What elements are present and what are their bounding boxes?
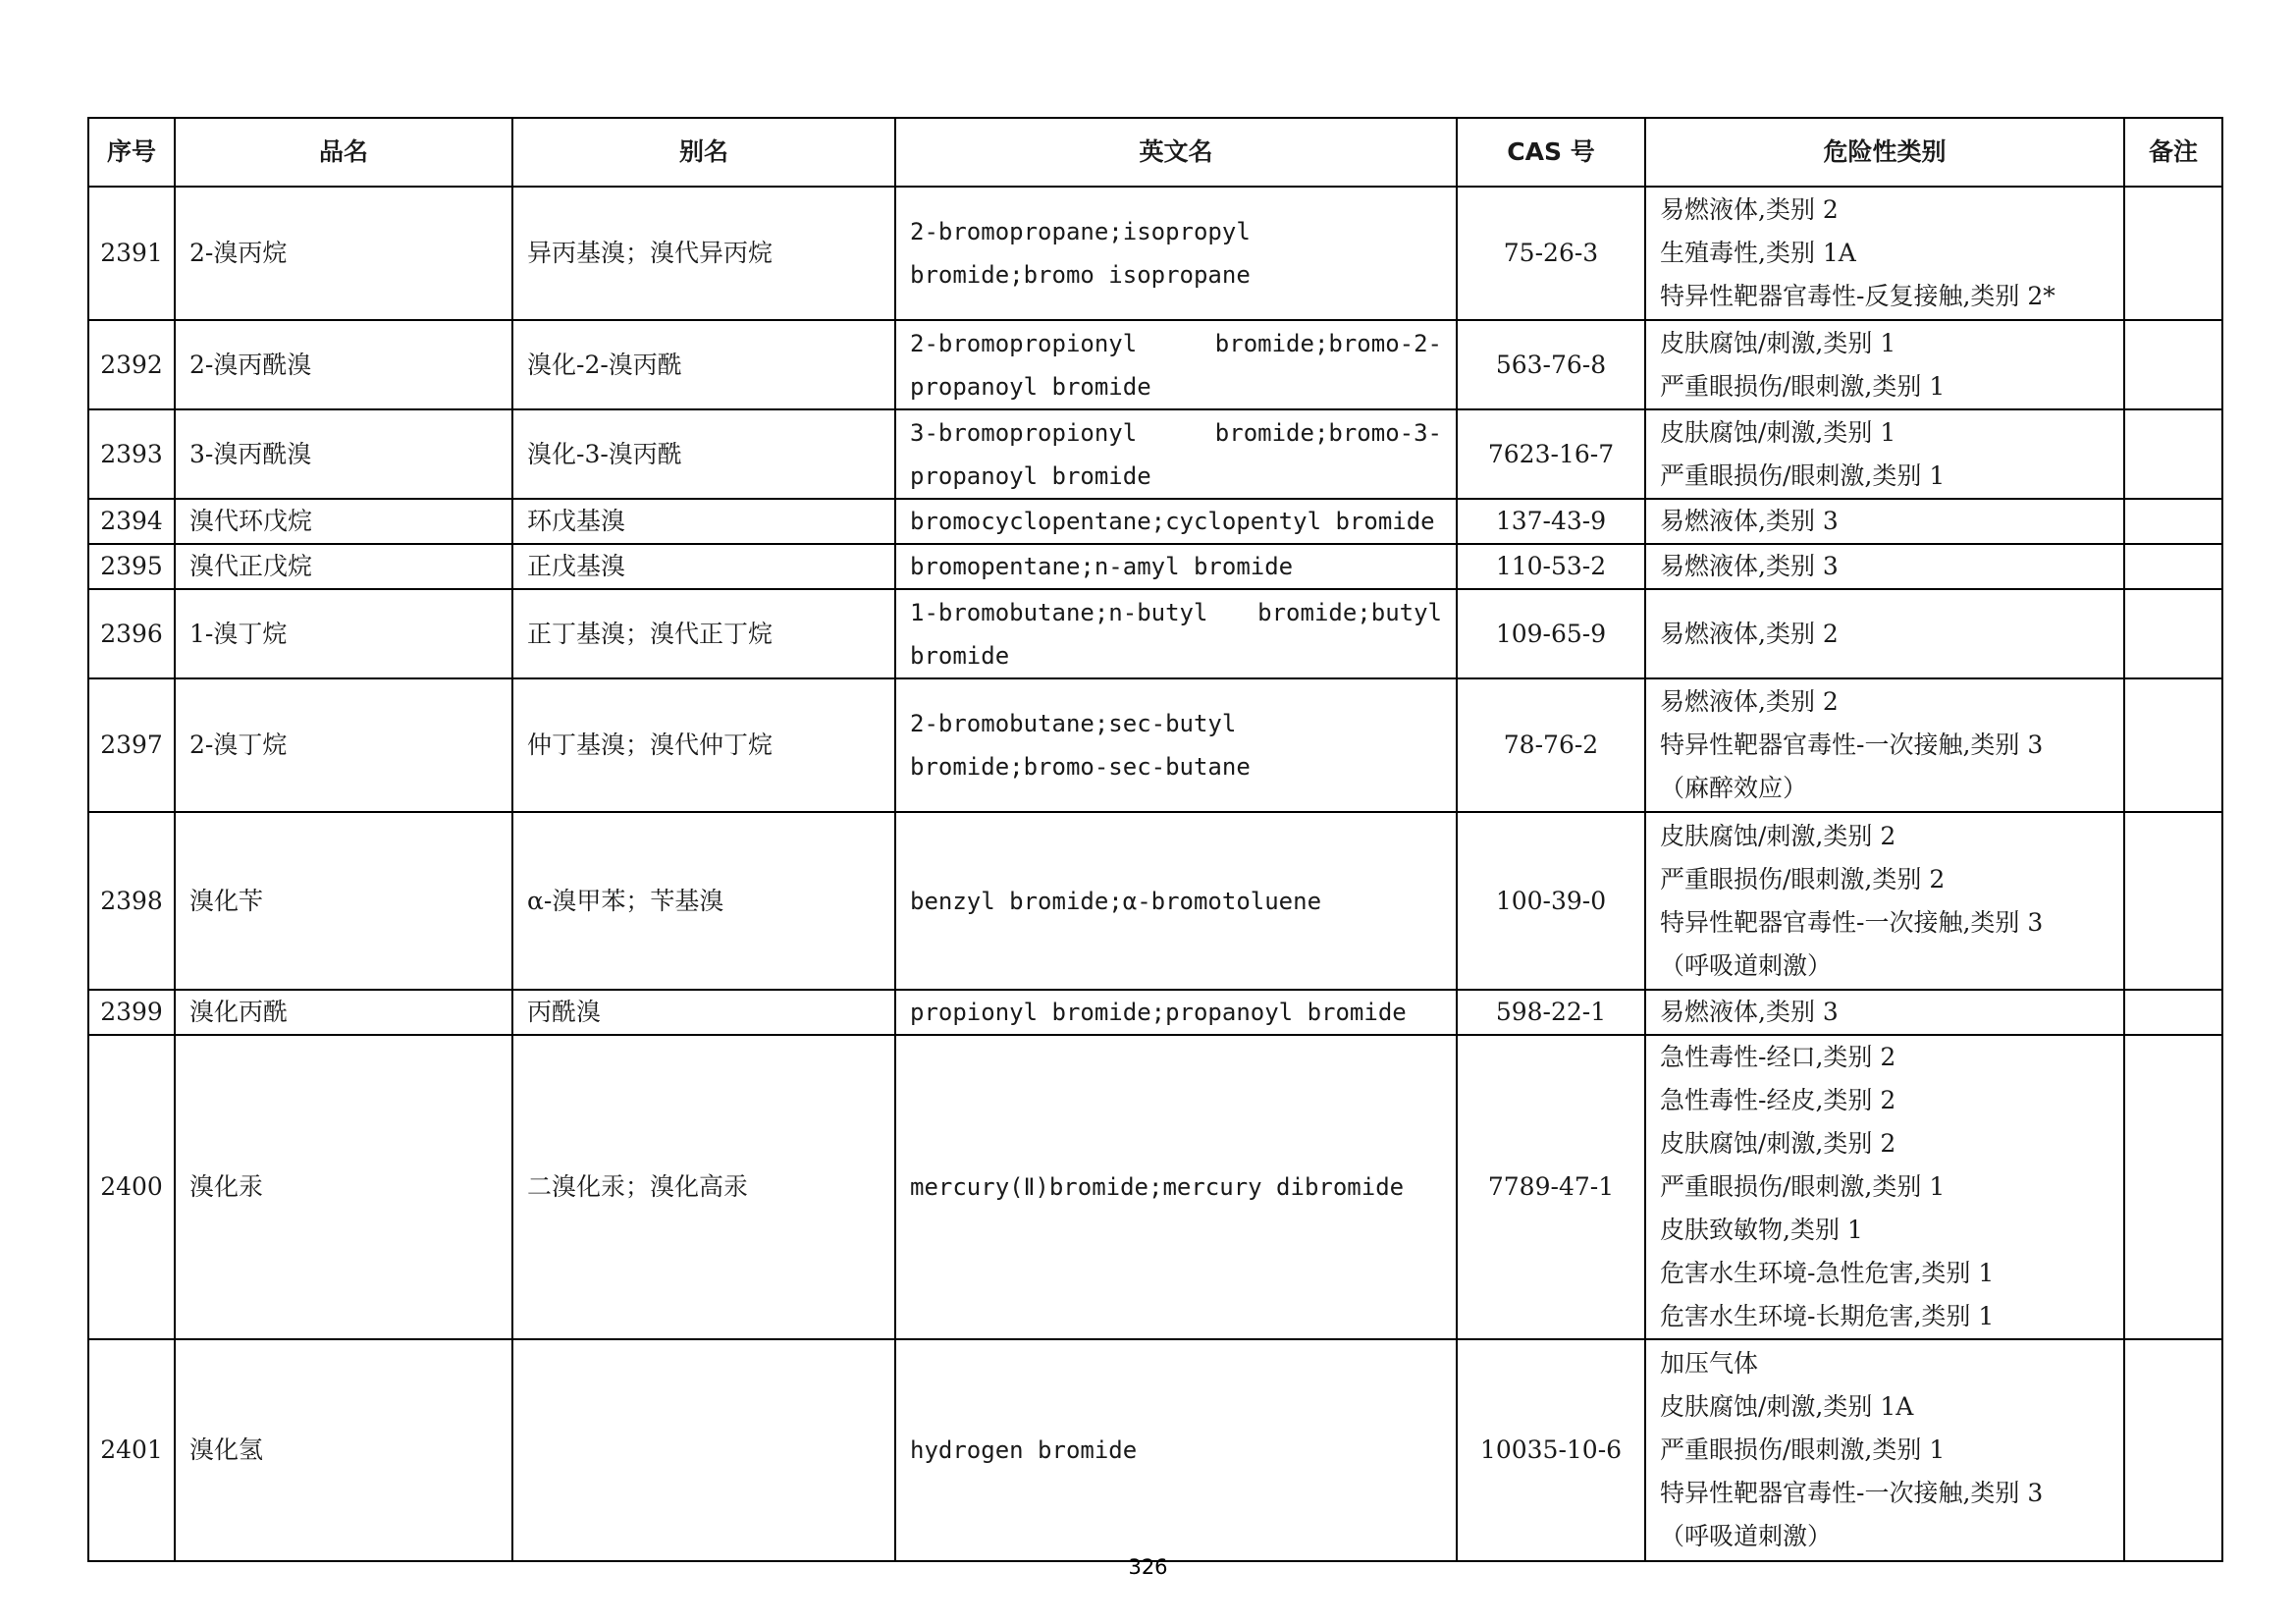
page-number: 326: [1128, 1555, 1168, 1579]
cell-name: 溴化苄: [175, 812, 512, 990]
cell-note: [2124, 990, 2222, 1035]
hazard-line: 皮肤腐蚀/刺激,类别 1: [1660, 328, 1896, 357]
header-hazard-category: 危险性类别: [1645, 118, 2124, 187]
hazard-line: 皮肤腐蚀/刺激,类别 1: [1660, 417, 1896, 447]
cell-name: 2-溴丙烷: [175, 187, 512, 320]
cell-alias: 正戊基溴: [512, 544, 895, 589]
cell-cas: 109-65-9: [1457, 589, 1645, 678]
cell-english-name: 2-bromopropane;isopropyl bromide;bromo isopropane: [895, 187, 1457, 320]
hazard-line: 加压气体: [1660, 1349, 1759, 1378]
cell-name: 溴化汞: [175, 1035, 512, 1339]
table-body: [88, 187, 2222, 1561]
cell-name: 2-溴丁烷: [175, 678, 512, 812]
cell-hazard-category: [1645, 544, 2124, 589]
cell-note: [2124, 320, 2222, 409]
cell-alias: 溴化-2-溴丙酰: [512, 320, 895, 409]
table-row: [88, 499, 2222, 544]
table-row: [88, 187, 2222, 320]
cell-name: 溴化丙酰: [175, 990, 512, 1035]
hazard-line: 严重眼损伤/眼刺激,类别 1: [1660, 1435, 1946, 1464]
cell-english-name: mercury(Ⅱ)bromide;mercury dibromide: [895, 1035, 1457, 1339]
cell-hazard-category: [1645, 678, 2124, 812]
table-row: [88, 1339, 2222, 1561]
table-row: [88, 589, 2222, 678]
hazard-line: 皮肤腐蚀/刺激,类别 2: [1660, 821, 1896, 850]
cell-cas: 598-22-1: [1457, 990, 1645, 1035]
cell-cas: 137-43-9: [1457, 499, 1645, 544]
cell-english-name: hydrogen bromide: [895, 1339, 1457, 1561]
hazard-line: 易燃液体,类别 3: [1660, 552, 1839, 580]
cell-note: [2124, 678, 2222, 812]
header-english-name: 英文名: [895, 118, 1457, 187]
hazard-line: 特异性靶器官毒性-一次接触,类别 3: [1660, 1479, 2044, 1507]
header-seq: 序号: [88, 118, 175, 187]
cell-english-name: propionyl bromide;propanoyl bromide: [895, 990, 1457, 1035]
cell-alias: 二溴化汞；溴化高汞: [512, 1035, 895, 1339]
cell-cas: 78-76-2: [1457, 678, 1645, 812]
table-row: [88, 812, 2222, 990]
table-row: [88, 990, 2222, 1035]
cell-seq: 2395: [88, 544, 175, 589]
cell-hazard-category: [1645, 589, 2124, 678]
hazard-line: 皮肤腐蚀/刺激,类别 1A: [1660, 1392, 1914, 1421]
hazard-line: 严重眼损伤/眼刺激,类别 1: [1660, 371, 1946, 401]
header-cas: CAS 号: [1457, 118, 1645, 187]
cell-seq: 2391: [88, 187, 175, 320]
cell-cas: 110-53-2: [1457, 544, 1645, 589]
cell-cas: 7789-47-1: [1457, 1035, 1645, 1339]
cell-hazard-category: [1645, 990, 2124, 1035]
table-row: [88, 1035, 2222, 1339]
header-alias: 别名: [512, 118, 895, 187]
cell-name: 溴化氢: [175, 1339, 512, 1561]
hazard-line: 严重眼损伤/眼刺激,类别 1: [1660, 1172, 1946, 1201]
cell-name: 溴代环戊烷: [175, 499, 512, 544]
cell-alias: [512, 1339, 895, 1561]
cell-english-name: 1-bromobutane;n-butyl bromide;butyl bromide: [895, 589, 1457, 678]
cell-note: [2124, 409, 2222, 499]
cell-english-name: bromopentane;n-amyl bromide: [895, 544, 1457, 589]
table-row: [88, 409, 2222, 499]
table-row: [88, 320, 2222, 409]
hazard-line: （麻醉效应）: [1660, 774, 1808, 802]
cell-alias: 溴化-3-溴丙酰: [512, 409, 895, 499]
cell-seq: 2401: [88, 1339, 175, 1561]
cell-alias: 环戊基溴: [512, 499, 895, 544]
cell-english-name: 2-bromopropionyl bromide;bromo-2-propanoyl bromide: [895, 320, 1457, 409]
cell-cas: 563-76-8: [1457, 320, 1645, 409]
cell-cas: 100-39-0: [1457, 812, 1645, 990]
cell-english-name: 2-bromobutane;sec-butyl bromide;bromo-sec-butane: [895, 678, 1457, 812]
hazard-line: 生殖毒性,类别 1A: [1660, 239, 1856, 267]
cell-hazard-category: [1645, 409, 2124, 499]
cell-alias: 仲丁基溴；溴代仲丁烷: [512, 678, 895, 812]
cell-seq: 2397: [88, 678, 175, 812]
cell-name: 溴代正戊烷: [175, 544, 512, 589]
hazard-line: 易燃液体,类别 3: [1660, 998, 1839, 1026]
cell-note: [2124, 544, 2222, 589]
hazard-line: 皮肤腐蚀/刺激,类别 2: [1660, 1129, 1896, 1158]
hazardous-chemicals-table: [87, 117, 2223, 1562]
cell-alias: 丙酰溴: [512, 990, 895, 1035]
cell-note: [2124, 187, 2222, 320]
cell-hazard-category: [1645, 499, 2124, 544]
cell-hazard-category: [1645, 1035, 2124, 1339]
cell-note: [2124, 1339, 2222, 1561]
cell-english-name: bromocyclopentane;cyclopentyl bromide: [895, 499, 1457, 544]
cell-cas: 10035-10-6: [1457, 1339, 1645, 1561]
cell-note: [2124, 812, 2222, 990]
cell-english-name: benzyl bromide;α-bromotoluene: [895, 812, 1457, 990]
header-note: 备注: [2124, 118, 2222, 187]
cell-seq: 2400: [88, 1035, 175, 1339]
cell-alias: 异丙基溴；溴代异丙烷: [512, 187, 895, 320]
hazard-line: 危害水生环境-长期危害,类别 1: [1660, 1302, 1995, 1330]
hazard-line: 易燃液体,类别 2: [1660, 687, 1839, 716]
cell-hazard-category: [1645, 1339, 2124, 1561]
hazard-line: 特异性靶器官毒性-一次接触,类别 3: [1660, 731, 2044, 759]
cell-hazard-category: [1645, 320, 2124, 409]
hazard-line: 易燃液体,类别 2: [1660, 195, 1839, 224]
cell-note: [2124, 1035, 2222, 1339]
hazard-line: 急性毒性-经口,类别 2: [1660, 1043, 1896, 1071]
cell-seq: 2393: [88, 409, 175, 499]
cell-hazard-category: [1645, 812, 2124, 990]
hazard-line: 特异性靶器官毒性-一次接触,类别 3: [1660, 907, 2044, 937]
cell-note: [2124, 499, 2222, 544]
hazard-line: 危害水生环境-急性危害,类别 1: [1660, 1259, 1995, 1287]
hazard-line: （呼吸道刺激）: [1660, 950, 1833, 980]
hazard-line: 易燃液体,类别 3: [1660, 507, 1839, 535]
cell-seq: 2398: [88, 812, 175, 990]
table-row: [88, 544, 2222, 589]
cell-name: 3-溴丙酰溴: [175, 409, 512, 499]
cell-seq: 2392: [88, 320, 175, 409]
hazard-line: 皮肤致敏物,类别 1: [1660, 1216, 1863, 1244]
cell-seq: 2394: [88, 499, 175, 544]
cell-cas: 7623-16-7: [1457, 409, 1645, 499]
cell-seq: 2399: [88, 990, 175, 1035]
cell-name: 2-溴丙酰溴: [175, 320, 512, 409]
header-name: 品名: [175, 118, 512, 187]
table-row: [88, 678, 2222, 812]
cell-note: [2124, 589, 2222, 678]
table-header: [88, 118, 2222, 187]
cell-english-name: 3-bromopropionyl bromide;bromo-3-propanoyl bromide: [895, 409, 1457, 499]
cell-alias: 正丁基溴；溴代正丁烷: [512, 589, 895, 678]
cell-name: 1-溴丁烷: [175, 589, 512, 678]
hazard-line: 特异性靶器官毒性-反复接触,类别 2*: [1660, 282, 2056, 310]
cell-hazard-category: [1645, 187, 2124, 320]
cell-seq: 2396: [88, 589, 175, 678]
hazard-line: 严重眼损伤/眼刺激,类别 1: [1660, 460, 1946, 490]
cell-cas: 75-26-3: [1457, 187, 1645, 320]
hazard-line: 严重眼损伤/眼刺激,类别 2: [1660, 864, 1946, 893]
hazard-line: （呼吸道刺激）: [1660, 1522, 1833, 1550]
header-row: [88, 118, 2222, 187]
cell-alias: α-溴甲苯；苄基溴: [512, 812, 895, 990]
hazard-line: 易燃液体,类别 2: [1660, 619, 1839, 648]
hazard-line: 急性毒性-经皮,类别 2: [1660, 1086, 1896, 1114]
